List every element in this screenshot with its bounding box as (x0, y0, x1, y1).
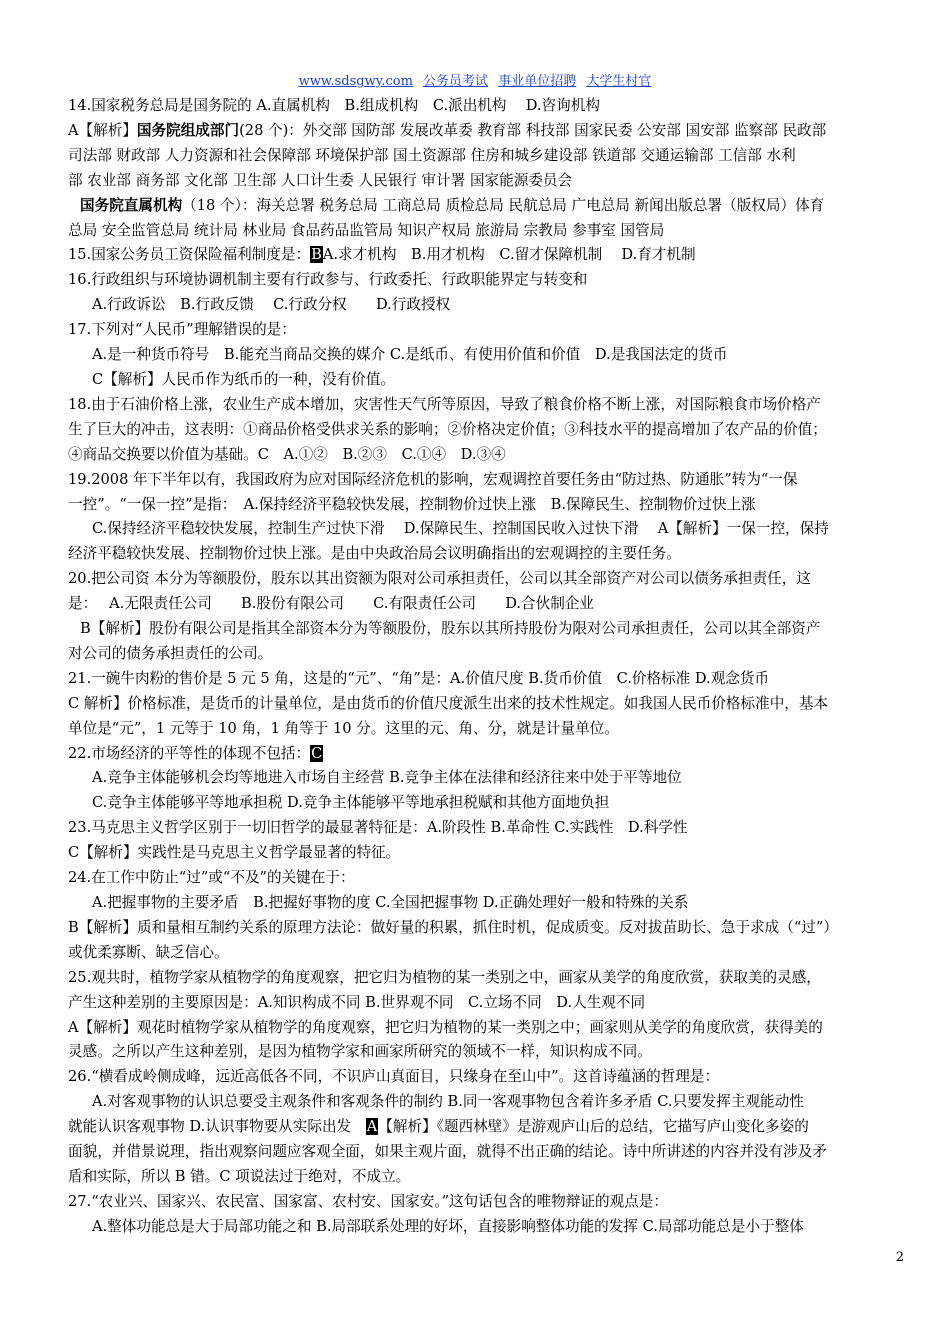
answer-label: A【解析】 (68, 121, 137, 139)
question-line: 18.由于石油价格上涨，农业生产成本增加，灾害性天气所等原因，导致了粮食价格不断上涨，对国际粮食市场价格产 (68, 395, 821, 413)
question-line: 19.2008 年下半年以有，我国政府为应对国际经济危机的影响，宏观调控首要任务由“防过热、防通胀”转为“一保 (68, 470, 798, 488)
highlighted-answer: A (366, 1118, 378, 1136)
options-line: C.竞争主体能够平等地承担税 D.竞争主体能够平等地承担税赋和其他方面地负担 (92, 794, 610, 812)
bold-heading: 国务院组成部门 (136, 121, 240, 139)
answer-line: B【解析】股份有限公司是指其全部资本分为等额股份，股东以其所持股份为限对公司承担责任，公司以其全部资产 (80, 620, 821, 638)
question-line: 23.马克思主义哲学区别于一切旧哲学的最显著特征是：A.阶段性 B.革命性 C.实践性 D.科学性 (68, 819, 688, 837)
text-line: ④商品交换要以价值为基础。C A.①② B.②③ C.①④ D.③④ (68, 445, 506, 463)
answer-line: C 解析】价格标准，是货币的计量单位，是由货币的价值尺度派生出来的技术性规定。如我国人民币价格标准中，基本 (68, 694, 829, 712)
text-line: 总局 安全监管总局 统计局 林业局 食品药品监管局 知识产权局 旅游局 宗教局 参事室 国管局 (68, 221, 665, 239)
text-span: (28 个)：外交部 国防部 发展改革委 教育部 科技部 国家民委 公安部 国安部 监察部 民政部 (239, 121, 827, 139)
page-header (0, 70, 950, 89)
page-number: 2 (895, 1250, 904, 1265)
options-line: A.行政诉讼 B.行政反馈 C.行政分权 D.行政授权 (92, 296, 451, 314)
college-village-official-link[interactable]: 大学生村官 (586, 74, 652, 89)
public-institution-recruit-link[interactable]: 事业单位招聘 (498, 74, 577, 89)
text-line: 灵感。之所以产生这种差别，是因为植物学家和画家所研究的领域不一样，知识构成不同。 (68, 1043, 652, 1061)
text-span: A.求才机构 B.用才机构 C.留才保障机制 D.育才机制 (322, 246, 696, 264)
document-body (68, 94, 910, 1240)
options-line: A.整体功能总是大于局部功能之和 B.局部联系处理的好坏，直接影响整体功能的发挥 C.局部功能总是小于整体 (92, 1217, 804, 1235)
text-line: 经济平稳较快发展、控制物价过快上涨。是由中央政治局会议明确指出的宏观调控的主要任务。 (68, 545, 681, 563)
bold-heading: 国务院直属机构 (80, 196, 183, 214)
options-line: A.把握事物的主要矛盾 B.把握好事物的度 C.全国把握事物 D.正确处理好一般和特殊的关系 (92, 894, 689, 911)
question-line: 20.把公司资 本分为等额股份，股东以其出资额为限对公司承担责任，公司以其全部资产对公司以债务承担责任，这 (68, 570, 811, 588)
site-link[interactable]: www.sdsgwy.com (298, 74, 413, 89)
answer-line: C【解析】实践性是马克思主义哲学最显著的特征。 (68, 844, 401, 862)
highlighted-answer: C (311, 744, 323, 762)
text-span: 22.市场经济的平等性的体现不包括： (68, 744, 311, 762)
text-span: 【解析】《题西林壁》是游观庐山后的总结，它描写庐山变化多姿的 (378, 1118, 809, 1136)
options-line: 是： A.无限责任公司 B.股份有限公司 C.有限责任公司 D.合伙制企业 (68, 595, 594, 613)
question-line: 24.在工作中防止“过”或“不及”的关键在于： (68, 869, 355, 887)
answer-line (68, 119, 910, 144)
text-line: 单位是“元”，1 元等于 10 角，1 角等于 10 分。这里的元、角、分，就是计量单位。 (68, 719, 619, 737)
question-line: 16.行政组织与环境协调机制主要有行政参与、行政委托、行政职能界定与转变和 (68, 271, 588, 289)
civil-servant-exam-link[interactable]: 公务员考试 (423, 74, 489, 89)
question-line: 26.“横看成岭侧成峰，远近高低各不同，不识庐山真面目，只缘身在至山中”。这首诗蕴涵的哲理是： (68, 1068, 720, 1086)
text-span: （18 个）：海关总署 税务总局 工商总局 质检总局 民航总局 广电总局 新闻出版总署（版权局）体育 (182, 196, 825, 214)
text-line: 生了巨大的冲击，这表明：①商品价格受供求关系的影响；②价格决定价值；③科技水平的提高增加了农产品的价值； (68, 420, 827, 438)
text-line (68, 1115, 910, 1140)
options-line: C.保持经济平稳较快发展，控制生产过快下滑 D.保障民生、控制国民收入过快下滑 A【解析】一保一控，保持 (92, 520, 829, 538)
highlighted-answer: B (311, 246, 322, 264)
question-line: 27.“农业兴、国家兴、农民富、国家富、农村安、国家安。”这句话包含的唯物辩证的观点是： (68, 1192, 668, 1210)
text-line: 一控”。“一保一控”是指： A.保持经济平稳较快发展，控制物价过快上涨 B.保障民生、控制物价过快上涨 (68, 495, 756, 513)
text-span: 就能认识客观事物 D.认识事物要从实际出发 (68, 1118, 366, 1136)
options-line: A.是一种货币符号 B.能充当商品交换的媒介 C.是纸币、有使用价值和价值 D.是我国法定的货币 (92, 346, 728, 364)
text-line (68, 194, 910, 219)
text-span: 15.国家公务员工资保险福利制度是： (68, 246, 311, 264)
question-line (68, 243, 910, 268)
text-line: 司法部 财政部 人力资源和社会保障部 环境保护部 国土资源部 住房和城乡建设部 铁道部 交通运输部 工信部 水利 (68, 146, 796, 164)
text-line: 部 农业部 商务部 文化部 卫生部 人口计生委 人民银行 审计署 国家能源委员会 (68, 171, 573, 189)
question-line (68, 742, 910, 767)
answer-line: C【解析】人民币作为纸币的一种，没有价值。 (92, 370, 396, 388)
text-line: 对公司的债务承担责任的公司。 (68, 644, 273, 662)
answer-line: B【解析】质和量相互制约关系的原理方法论：做好量的积累，抓住时机，促成质变。反对拔苗助长、急于求成（“过”） (68, 918, 838, 936)
text-line: 产生这种差别的主要原因是：A.知识构成不同 B.世界观不同 C.立场不同 D.人生观不同 (68, 993, 646, 1011)
options-line: A.对客观事物的认识总要受主观条件和客观条件的制约 B.同一客观事物包含着许多矛盾 C.只要发挥主观能动性 (92, 1093, 804, 1111)
question-line: 14.国家税务总局是国务院的 A.直属机构 B.组成机构 C.派出机构 D.咨询机构 (68, 97, 600, 114)
question-line: 25.观共时，植物学家从植物学的角度观察，把它归为植物的某一类别之中，画家从美学的角度欣赏，获取美的灵感， (68, 968, 821, 986)
answer-line: A【解析】观花时植物学家从植物学的角度观察，把它归为植物的某一类别之中；画家则从美学的角度欣赏，获得美的 (68, 1018, 823, 1036)
question-line: 21.一碗牛肉粉的售价是 5 元 5 角，这是的“元”、“角”是：A.价值尺度 B.货币价值 C.价格标准 D.观念货币 (68, 669, 770, 687)
text-line: 盾和实际，所以 B 错。C 项说法过于绝对，不成立。 (68, 1167, 411, 1185)
options-line: A.竞争主体能够机会均等地进入市场自主经营 B.竞争主体在法律和经济往来中处于平等地位 (92, 769, 682, 787)
text-line: 或优柔寡断、缺乏信心。 (68, 943, 229, 961)
question-line: 17.下列对“人民币”理解错误的是： (68, 321, 296, 339)
text-line: 面貌，并借景说理，指出观察问题应客观全面，如果主观片面，就得不出正确的结论。诗中所讲述的内容并没有涉及矛 (68, 1143, 827, 1161)
